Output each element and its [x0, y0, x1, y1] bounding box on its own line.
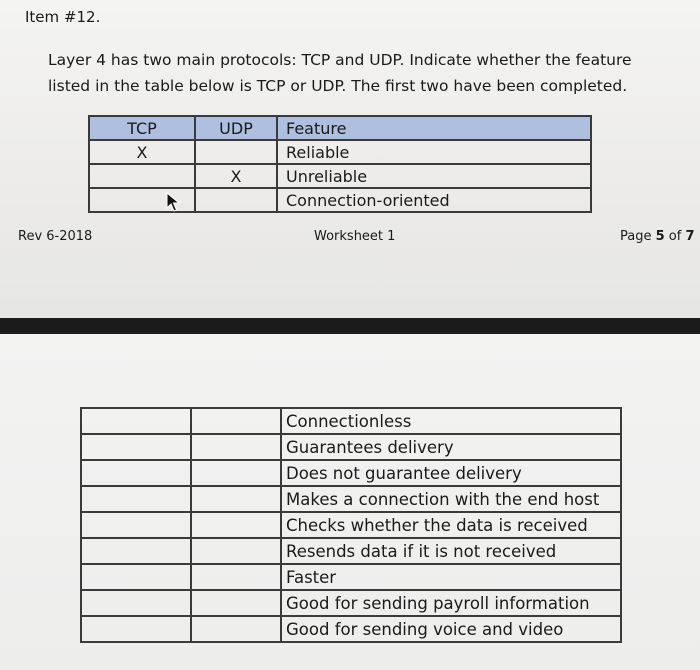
footer-title: Worksheet 1 — [314, 229, 396, 244]
feature-cell: Guarantees delivery — [281, 434, 621, 460]
item-heading: Item #12. — [25, 8, 101, 26]
feature-cell: Unreliable — [277, 164, 591, 188]
tcp-cell[interactable] — [89, 164, 195, 188]
table-row — [81, 512, 621, 538]
tcp-cell[interactable] — [81, 408, 191, 434]
header-udp: UDP — [195, 116, 277, 140]
instructions-line-2: listed in the table below is TCP or UDP. The first two have been completed. — [48, 77, 628, 95]
table-row — [81, 564, 621, 590]
udp-cell[interactable] — [191, 460, 281, 486]
tcp-cell[interactable] — [81, 512, 191, 538]
udp-cell[interactable] — [191, 616, 281, 642]
feature-cell: Good for sending voice and video — [281, 616, 621, 642]
header-feature: Feature — [277, 116, 591, 140]
feature-cell: Connection-oriented — [277, 188, 591, 212]
page-divider — [0, 318, 700, 334]
tcp-cell[interactable] — [81, 460, 191, 486]
instructions — [48, 47, 688, 99]
udp-cell[interactable] — [191, 512, 281, 538]
page-prefix: Page — [620, 229, 656, 244]
page-mid: of — [664, 229, 686, 244]
feature-cell: Does not guarantee delivery — [281, 460, 621, 486]
udp-cell[interactable] — [191, 538, 281, 564]
feature-cell: Makes a connection with the end host — [281, 486, 621, 512]
udp-cell[interactable] — [195, 188, 277, 212]
table-row — [89, 164, 591, 188]
table-row — [81, 616, 621, 642]
header-tcp: TCP — [89, 116, 195, 140]
udp-cell[interactable] — [195, 140, 277, 164]
table-row — [81, 460, 621, 486]
udp-cell[interactable] — [191, 590, 281, 616]
page-total: 7 — [685, 229, 695, 244]
table-header-row — [89, 116, 591, 140]
table-row — [89, 188, 591, 212]
footer-revision: Rev 6-2018 — [18, 229, 93, 244]
instructions-line-1: Layer 4 has two main protocols: TCP and UDP. Indicate whether the feature — [48, 51, 632, 69]
udp-cell[interactable] — [191, 434, 281, 460]
udp-cell[interactable]: X — [195, 164, 277, 188]
table-row — [81, 538, 621, 564]
feature-cell: Connectionless — [281, 408, 621, 434]
table-row — [89, 140, 591, 164]
table-row — [81, 486, 621, 512]
answer-table-2 — [80, 407, 622, 643]
udp-cell[interactable] — [191, 486, 281, 512]
page-number: 5 — [655, 229, 665, 244]
feature-cell: Faster — [281, 564, 621, 590]
tcp-cell[interactable] — [81, 538, 191, 564]
footer-page — [620, 229, 695, 244]
table-row — [81, 408, 621, 434]
tcp-cell[interactable] — [81, 434, 191, 460]
tcp-cell[interactable] — [81, 616, 191, 642]
answer-table-1 — [88, 115, 592, 213]
tcp-cell[interactable]: X — [89, 140, 195, 164]
udp-cell[interactable] — [191, 408, 281, 434]
tcp-cell[interactable] — [81, 486, 191, 512]
table-row — [81, 434, 621, 460]
mouse-pointer-icon — [166, 192, 182, 212]
feature-cell: Reliable — [277, 140, 591, 164]
table-row — [81, 590, 621, 616]
udp-cell[interactable] — [191, 564, 281, 590]
tcp-cell[interactable] — [81, 590, 191, 616]
feature-cell: Checks whether the data is received — [281, 512, 621, 538]
tcp-cell[interactable] — [81, 564, 191, 590]
feature-cell: Resends data if it is not received — [281, 538, 621, 564]
feature-cell: Good for sending payroll information — [281, 590, 621, 616]
